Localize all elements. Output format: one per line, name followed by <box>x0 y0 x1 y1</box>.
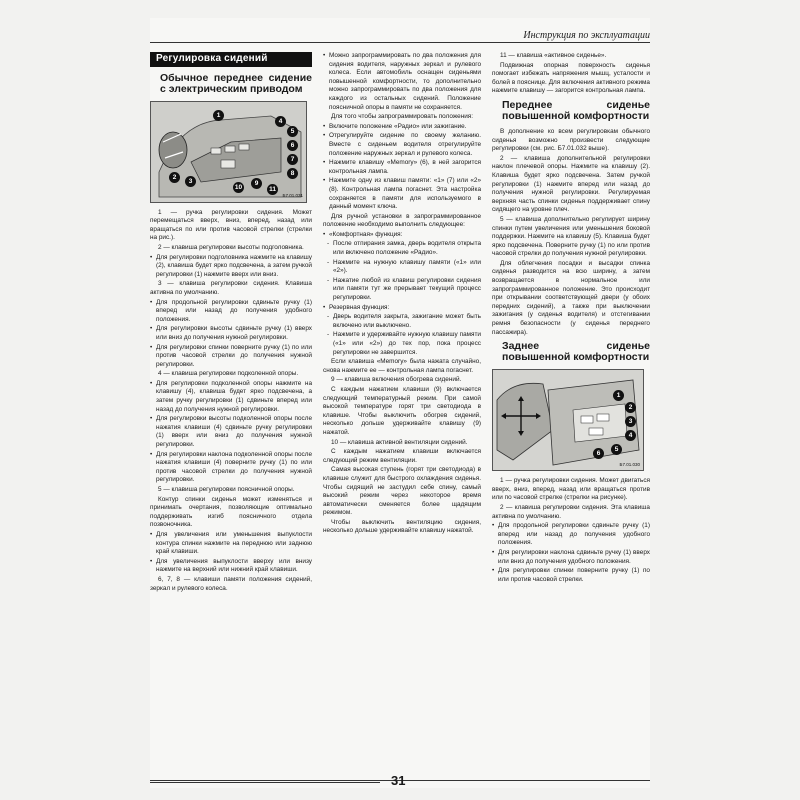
paragraph: 4 — клавиша регулировки подколенной опоры. <box>158 370 299 378</box>
callout-marker: 7 <box>287 154 298 165</box>
seat-controls-figure <box>150 101 307 203</box>
callout-marker: 9 <box>251 178 262 189</box>
column-3-intro <box>492 52 650 96</box>
paragraph: 5 — клавиша дополнительно регулирует ширину спинки путем увеличения или уменьшения боковой поддержки. Нажмите на клавишу (5). Клавиша будет ярко подсвечена. Поверните ручку (1) по или против часовой стрелки до получения нужной регулировки. <box>492 215 650 258</box>
column-2-text <box>323 52 481 536</box>
paragraph: • Для регулировки спинки поверните ручку (1) по или против часовой стрелки до получения нужной регулировки. <box>150 344 312 370</box>
paragraph: - Нажатие любой из клавиш регулировки сидения или памяти тут же прерывает текущий процесс регулировки. <box>323 277 481 303</box>
section-title: Регулировка сидений <box>150 52 312 67</box>
paragraph: 3 — клавиша регулировки сидения. Клавиша активна по умолчанию. <box>150 280 312 296</box>
paragraph: Для ручной установки в запрограммированное положение необходимо выполнить следующее: <box>323 212 481 229</box>
callout-marker: 5 <box>611 444 622 455</box>
figure-code: Б7.01.030 <box>619 461 640 467</box>
callout-marker: 5 <box>287 126 298 137</box>
paragraph: • Для регулировки высоты сдвиньте ручку (1) вверх или вниз до получения нужной регулировки. <box>150 325 312 342</box>
callout-marker: 3 <box>185 176 196 187</box>
paragraph: • Можно запрограммировать по два положения для сидения водителя, наружных зеркал и рулевого колеса. Если автомобиль оснащен сиденьями повышенной комфортности, то дополнительно можно запрограммировать по два положения для каждого из остальных сидений. Положение поясничной опоры в памяти не сохраняется. <box>323 52 481 112</box>
paragraph: • Для продольной регулировки сдвиньте ручку (1) вперед или назад до получения удобного положения. <box>150 299 312 325</box>
paragraph: • Резервная функция: <box>323 304 481 313</box>
comfort-front-text <box>492 128 650 337</box>
paragraph: • «Комфортная» функция: <box>323 231 481 240</box>
header-rule <box>150 42 650 43</box>
column-3 <box>492 52 650 585</box>
callout-marker: 8 <box>287 168 298 179</box>
paragraph: 2 — клавиша регулировки высоты подголовника. <box>158 243 304 251</box>
rear-seat-illustration <box>493 370 643 470</box>
callout-marker: 6 <box>287 140 298 151</box>
running-head: Инструкция по эксплуатации <box>523 30 650 41</box>
paragraph: • Для регулировки подголовника нажмите на клавишу (2), клавиша будет ярко подсвечена, а затем ручкой регулировки (1) нажмите вверх или вниз. <box>150 254 312 280</box>
callout-marker: 4 <box>275 116 286 127</box>
paragraph: - После отпирания замка, дверь водителя открыта или включено положение «Радио». <box>323 240 481 257</box>
paragraph: • Для регулировки наклона подколенной опоры после нажатия клавиши (4) поверните ручку (1) по или против часовой стрелки до получения нужной регулировки. <box>150 451 312 485</box>
paragraph: Чтобы выключить вентиляцию сидения, несколько дольше удерживайте клавишу нажатой. <box>323 518 481 535</box>
paragraph: • Для увеличения или уменьшения выпуклости контура спинки нажмите на переднюю или заднюю край клавиши. <box>150 531 312 557</box>
paragraph: Для облегчения посадки и высадки спинка сиденья разводится на всю ширину, а затем возвращается в нормальное или запрограммированное положение. Это происходит при открывании соответствующей двери (у обоих передних сидений), а также при выключении зажигания (у сиденья водителя) и отстегивании ремня безопасности (у сиденья переднего пассажира). <box>492 259 650 336</box>
paragraph: • Нажмите одну из клавиш памяти: «1» (7) или «2» (8). Контрольная лампа погаснет. Эта настройка сохраняется в памяти для используемого в данный момент ключа. <box>323 177 481 211</box>
paragraph: 6, 7, 8 — клавиши памяти положения сидений, зеркал и рулевого колеса. <box>150 575 312 592</box>
column-1-text <box>150 209 312 594</box>
column-1 <box>150 52 312 594</box>
heading-comfort-rear-seat: Заднее сиденье повышенной комфортности <box>502 340 650 364</box>
paragraph: • Для продольной регулировки сдвиньте ручку (1) вперед или назад до получения удобного положения. <box>492 522 650 548</box>
paragraph: С каждым нажатием клавиши включается следующий режим вентиляции. <box>323 448 481 464</box>
paragraph: 2 — клавиша дополнительной регулировки наклон плечевой опоры. Нажмите на клавишу (2). Клавиша будет ярко подсвечена. Затем ручкой регулировки (1) нажмите вперед или назад до получения нужной регулировки. Регулируемая верхняя часть спинки сиденья поддерживает спину сидящего на уровне плеч. <box>492 154 650 214</box>
paragraph: 9 — клавиша включения обогрева сидений. <box>331 376 462 384</box>
callout-marker: 2 <box>625 402 636 413</box>
paragraph: Подвижная опорная поверхность сиденья помогает избежать напряжения мышц, усталости и болей в пояснице. Для включения активного режима нажмите клавишу — загорится контрольная лампа. <box>492 61 650 95</box>
paragraph: Самая высокая ступень (горят три светодиода) в клавише служит для быстрого охлаждения сиденья. Чтобы сидящий не застудил себе спину, самый высокий режим через некоторое время автоматически сменяется более щадящим режимом. <box>323 466 481 517</box>
paragraph: • Отрегулируйте сидение по своему желанию. Вместе с сиденьем водителя отрегулируйте положение наружных зеркал и рулевого колеса. <box>323 132 481 158</box>
heading-comfort-front-seat: Переднее сиденье повышенной комфортности <box>502 98 650 122</box>
callout-marker: 1 <box>613 390 624 401</box>
paragraph: 5 — клавиша регулировки поясничной опоры. <box>158 486 295 493</box>
paragraph: • Для регулировки подколенной опоры нажмите на клавишу (4), клавиша будет ярко подсвечена, а затем ручку регулировки (1) сдвиньте вперед или назад до получения нужной регулировки. <box>150 380 312 414</box>
paragraph: • Для регулировки наклона сдвиньте ручку (1) вверх или вниз до получения удобного положения. <box>492 549 650 566</box>
paragraph: • Включите положение «Радио» или зажигание. <box>323 123 481 132</box>
heading-standard-seat: Обычное переднее сидение с электрическим приводом <box>160 71 312 95</box>
paragraph: С каждым нажатием клавиши (9) включается следующий температурный режим. При самой высокой температуре горят три светодиода в клавише. Чтобы выключить обогрев сидений, несколько дольше удерживайте клавишу (9) нажатой. <box>323 385 481 436</box>
paragraph: - Нажмите на нужную клавишу памяти («1» или «2»). <box>323 259 481 276</box>
rear-seat-figure <box>492 369 644 471</box>
callout-marker: 1 <box>213 110 224 121</box>
paragraph: • Для регулировки спинки поверните ручку (1) по или против часовой стрелки. <box>492 567 650 584</box>
paragraph: 11 — клавиша «активное сиденье». <box>500 52 607 59</box>
paragraph: • Нажмите клавишу «Memory» (6), в ней загорится контрольная лампа. <box>323 159 481 176</box>
paragraph: Если клавиша «Memory» была нажата случайно, снова нажмите ее — контрольная лампа погаснет. <box>323 358 481 374</box>
callout-marker: 10 <box>234 183 243 191</box>
column-2 <box>323 52 481 537</box>
callout-marker: 6 <box>593 448 604 459</box>
comfort-rear-text <box>492 477 650 584</box>
paragraph: - Дверь водителя закрыта, зажигание может быть включено или выключено. <box>323 313 481 330</box>
paragraph: 2 — клавиша регулировки сидения. Эта клавиша активна по умолчанию. <box>492 504 650 520</box>
paragraph: Контур спинки сиденья может изменяться и принимать очертания, позволяющие оптимально поддерживать изгиб поясничного отдела позвоночника. <box>150 495 312 529</box>
figure-code: Б7.01.031 <box>282 193 303 198</box>
paragraph: • Для регулировки высоты подколенной опоры после нажатия клавиши (4) сдвиньте ручку регулировки (1) вверх или вниз до получения нужной регулировки. <box>150 415 312 449</box>
manual-page <box>150 18 650 788</box>
callout-marker: 2 <box>169 172 180 183</box>
paragraph: Для того чтобы запрограммировать положения: <box>331 113 474 121</box>
paragraph: 1 — ручка регулировки сидения. Может двигаться вверх, вниз, вперед, назад или вращаться против или по часовой стрелке (стрелки на рисунке). <box>492 477 650 502</box>
callout-marker: 4 <box>625 430 636 441</box>
footer-rule-secondary <box>150 782 380 783</box>
paragraph: • Для увеличения выпуклости вверху или внизу нажмите на верхний или нижний край клавиши. <box>150 558 312 575</box>
paragraph: - Нажмите и удерживайте нужную клавишу памяти («1» или «2») до тех пор, пока процесс регулировки не завершится. <box>323 331 481 357</box>
paragraph: В дополнение ко всем регулировкам обычного сиденья возможно произвести следующие регулировки (см. рис. Б7.01.032 выше). <box>492 127 650 153</box>
paragraph: 1 — ручка регулировки сидения. Может перемещаться вверх, вниз, вперед, назад или вращаться по или против часовой стрелки (стрелки на рис.). <box>150 208 312 242</box>
paragraph: 10 — клавиша активной вентиляции сидений. <box>331 438 468 446</box>
page-number: 31 <box>391 773 406 788</box>
callout-marker: 11 <box>267 184 278 195</box>
callout-marker: 3 <box>625 416 636 427</box>
